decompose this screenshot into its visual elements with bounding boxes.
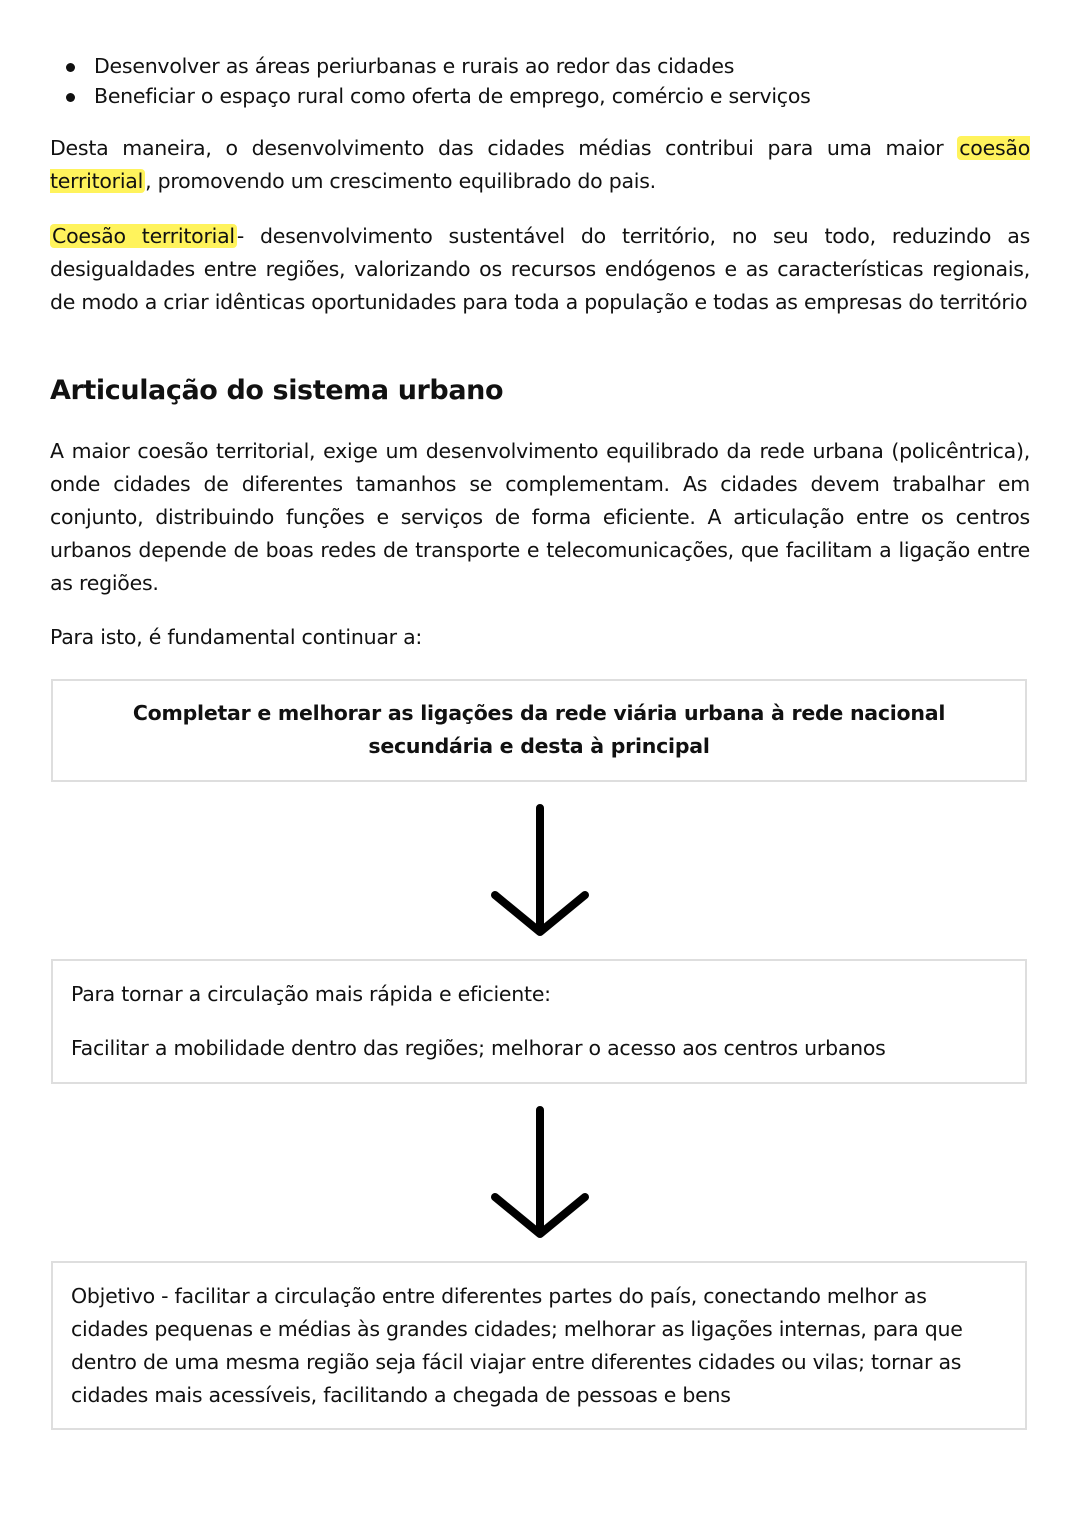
flow-box-2-text: Facilitar a mobilidade dentro das regiões; melhorar o acesso aos centros urbanos — [71, 1036, 886, 1060]
list-item — [66, 51, 811, 81]
section-heading: Articulação do sistema urbano — [50, 375, 504, 406]
definition-term: Coesão territorial — [52, 224, 235, 248]
flow-box-3-text: Objetivo - facilitar a circulação entre diferentes partes do país, conectando melhor as cidades pequenas e médias às grandes cidades; melhorar as ligações internas, para que dentro de uma mesma região seja fácil viajar entre diferentes cidades ou vilas; tornar as cidades mais acessíveis, facilitando a chegada de pessoas e bens — [71, 1284, 963, 1407]
flow-box-2-heading: Para tornar a circulação mais rápida e eficiente: — [71, 982, 551, 1006]
definition-paragraph — [50, 220, 1030, 319]
bullet-icon — [66, 63, 75, 72]
lead-text: Para isto, é fundamental continuar a: — [50, 625, 423, 649]
flow-box-1 — [51, 679, 1027, 782]
intro-text-end: , promovendo um crescimento equilibrado do pais. — [145, 169, 656, 193]
bullet-icon — [66, 93, 75, 102]
list-item — [66, 81, 811, 111]
flow-box-2 — [51, 959, 1027, 1084]
intro-paragraph — [50, 132, 1030, 198]
bullet-text: Beneficiar o espaço rural como oferta de emprego, comércio e serviços — [94, 84, 811, 108]
flow-box-3 — [51, 1261, 1027, 1430]
highlighted-term: coesão territorial — [50, 136, 1030, 193]
bullet-list — [66, 51, 811, 111]
flow-box-1-text: Completar e melhorar as ligações da rede viária urbana à rede nacional secundária e desta à principal — [132, 701, 946, 758]
bullet-text: Desenvolver as áreas periurbanas e rurais ao redor das cidades — [94, 54, 735, 78]
section-paragraph: A maior coesão territorial, exige um desenvolvimento equilibrado da rede urbana (policêntrica), onde cidades de diferentes tamanhos se complementam. As cidades devem trabalhar em conjunto, distribuindo funções e serviços de forma eficiente. A articulação entre os centros urbanos depende de boas redes de transporte e telecomunicações, que facilitam a ligação entre as regiões. — [50, 439, 1030, 595]
definition-text: - desenvolvimento sustentável do território, no seu todo, reduzindo as desigualdades entre regiões, valorizando os recursos endógenos e as características regionais, de modo a criar idênticas oportunidades para toda a população e todas as empresas do território — [50, 224, 1030, 314]
arrow-down-icon — [490, 1102, 590, 1247]
intro-text: Desta maneira, o desenvolvimento das cidades médias contribui para uma maior — [50, 136, 958, 160]
arrow-down-icon — [490, 800, 590, 945]
